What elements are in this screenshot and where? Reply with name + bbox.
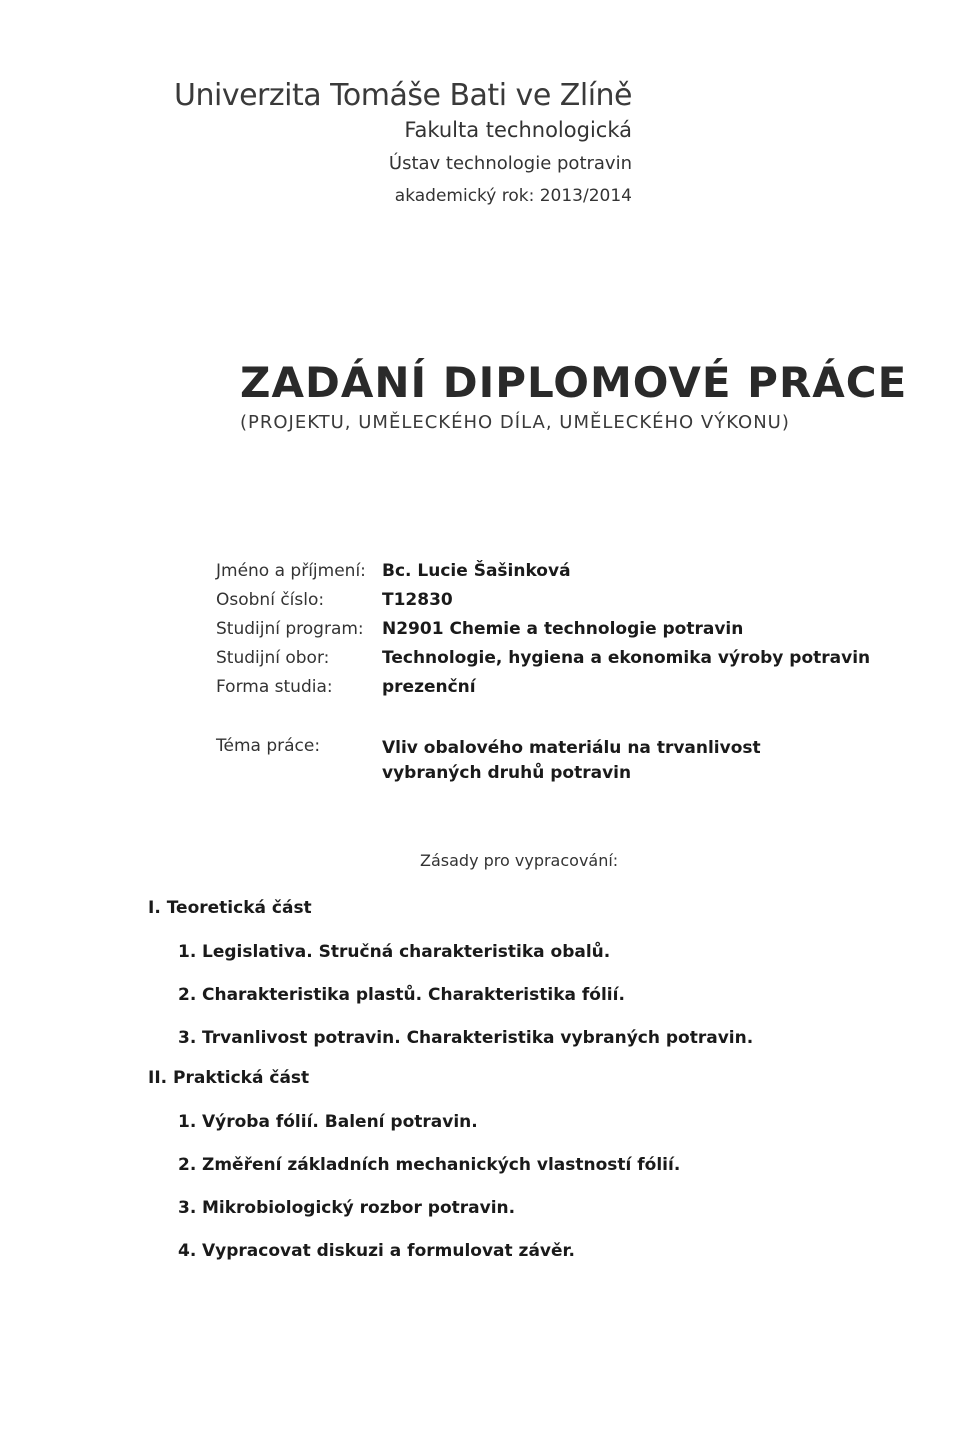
list-item: 2. Charakteristika plastů. Charakteristika fólií.	[178, 985, 625, 1005]
field-label-personal-number: Osobní číslo:	[216, 590, 325, 610]
university-name: Univerzita Tomáše Bati ve Zlíně	[174, 78, 632, 113]
list-item: 4. Vypracovat diskuzi a formulovat závěr.	[178, 1241, 575, 1261]
section-title-practical: II. Praktická část	[148, 1068, 310, 1088]
document-title: ZADÁNÍ DIPLOMOVÉ PRÁCE	[240, 358, 908, 407]
principles-heading: Zásady pro vypracování:	[420, 851, 619, 870]
institute-name: Ústav technologie potravin	[388, 153, 632, 174]
field-value-study-form: prezenční	[382, 677, 476, 697]
document-subtitle: (PROJEKTU, UMĚLECKÉHO DÍLA, UMĚLECKÉHO VÝKONU)	[240, 412, 790, 433]
list-item: 3. Mikrobiologický rozbor potravin.	[178, 1198, 516, 1218]
list-item: 2. Změření základních mechanických vlastností fólií.	[178, 1155, 681, 1175]
section-title-theoretical: I. Teoretická část	[148, 898, 312, 918]
field-value-name: Bc. Lucie Šašinková	[382, 561, 571, 581]
list-item: 1. Legislativa. Stručná charakteristika obalů.	[178, 942, 611, 962]
field-label-study-form: Forma studia:	[216, 677, 333, 697]
field-label-name: Jméno a příjmení:	[216, 561, 366, 581]
topic-value: Vliv obalového materiálu na trvanlivost vybraných druhů potravin	[382, 738, 761, 783]
topic-label: Téma práce:	[216, 736, 321, 756]
field-value-study-field: Technologie, hygiena a ekonomika výroby potravin	[382, 648, 871, 668]
field-label-study-program: Studijní program:	[216, 619, 364, 639]
field-value-study-program: N2901 Chemie a technologie potravin	[382, 619, 744, 639]
list-item: 3. Trvanlivost potravin. Charakteristika vybraných potravin.	[178, 1028, 754, 1048]
document-header	[174, 78, 632, 212]
field-label-study-field: Studijní obor:	[216, 648, 330, 668]
academic-year: akademický rok: 2013/2014	[394, 186, 632, 206]
field-value-personal-number: T12830	[382, 590, 453, 610]
list-item: 1. Výroba fólií. Balení potravin.	[178, 1112, 478, 1132]
faculty-name: Fakulta technologická	[404, 118, 632, 142]
